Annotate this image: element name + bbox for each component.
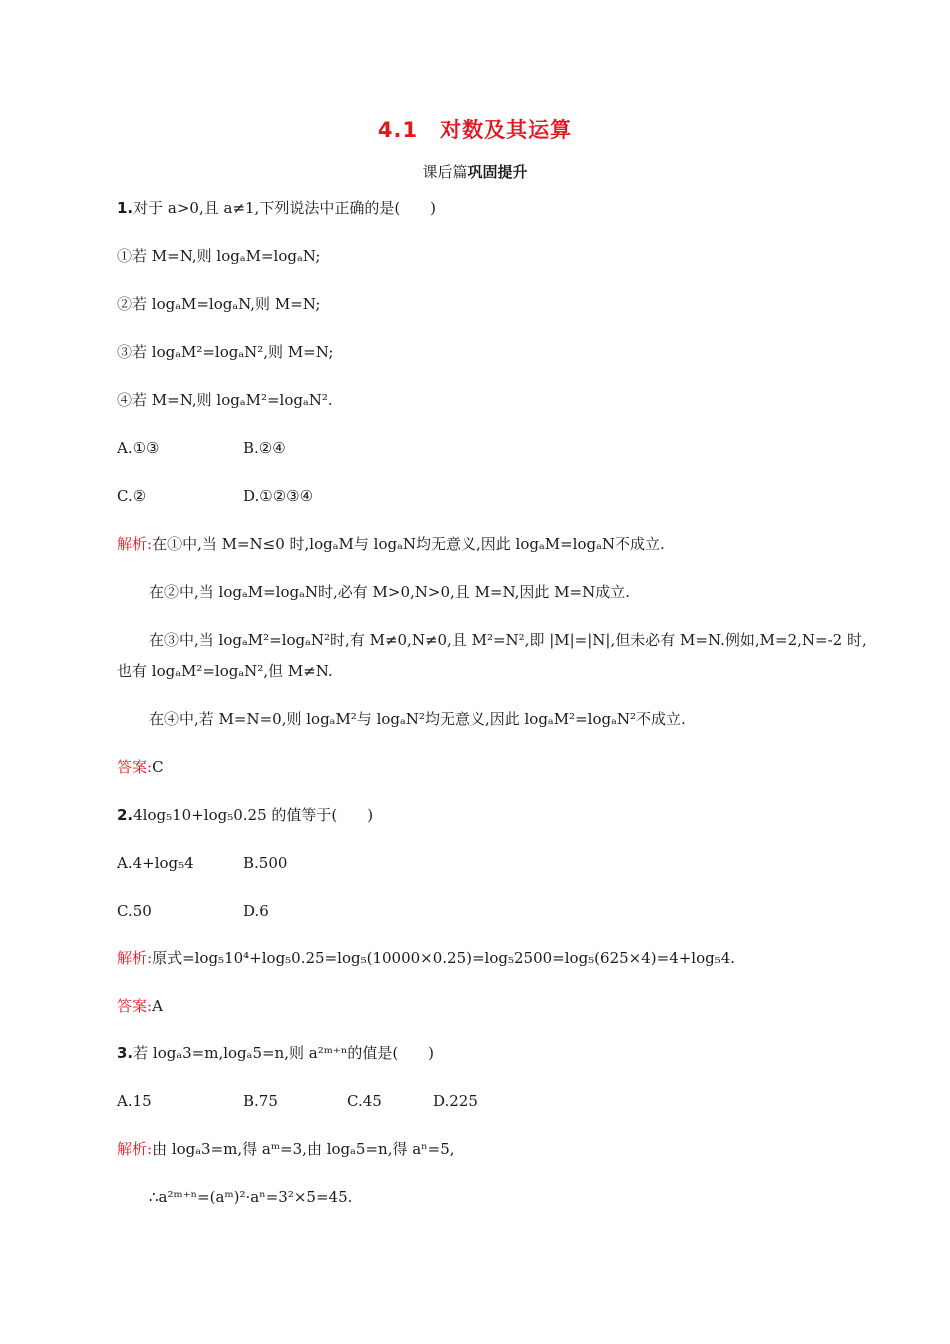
q3-analysis-label: 解析:	[117, 1140, 153, 1158]
q1-answer-line	[117, 757, 164, 777]
q1-analysis-3a: 在③中,当 logₐM²=logₐN²时,有 M≠0,N≠0,且 M²=N²,即 |M|=|N|,但未必有 M=N.例如,M=2,N=-2 时,	[149, 631, 867, 649]
q1-stem-line	[117, 198, 436, 218]
q1-option-c: C.②	[117, 487, 147, 505]
q1-statement-4: ④若 M=N,则 logₐM²=logₐN².	[117, 391, 333, 409]
q1-statement-1: ①若 M=N,则 logₐM=logₐN;	[117, 247, 321, 265]
page-title: 4.1 对数及其运算	[377, 118, 573, 142]
q2-stem-line	[117, 805, 373, 825]
subtitle-bold: 巩固提升	[467, 163, 528, 181]
q1-option-b: B.②④	[243, 439, 286, 457]
q1-analysis-3b: 也有 logₐM²=logₐN²,但 M≠N.	[117, 662, 333, 680]
page-subtitle	[0, 161, 950, 182]
q1-analysis-line-1	[117, 534, 665, 554]
q1-analysis-label: 解析:	[117, 535, 153, 553]
q1-statement-2: ②若 logₐM=logₐN,则 M=N;	[117, 295, 321, 313]
q2-answer-line	[117, 996, 163, 1016]
q1-analysis-2: 在②中,当 logₐM=logₐN时,必有 M>0,N>0,且 M=N,因此 M=N成立.	[149, 583, 631, 601]
q2-option-c: C.50	[117, 902, 152, 920]
q3-option-c: C.45	[347, 1092, 382, 1110]
q3-option-d: D.225	[433, 1092, 478, 1110]
q3-number: 3.	[117, 1044, 134, 1062]
q2-option-a: A.4+log₅4	[117, 854, 194, 872]
q2-stem: 4log₅10+log₅0.25 的值等于( )	[133, 806, 374, 824]
q2-answer: A	[152, 997, 163, 1015]
q2-analysis-1: 原式=log₅10⁴+log₅0.25=log₅(10000×0.25)=log₅2500=log₅(625×4)=4+log₅4.	[152, 949, 736, 967]
q2-number: 2.	[117, 806, 134, 824]
q3-analysis-line-1	[117, 1139, 455, 1159]
subtitle-prefix: 课后篇	[422, 163, 468, 181]
q3-option-b: B.75	[243, 1092, 278, 1110]
q3-analysis-2: ∴a²ᵐ⁺ⁿ=(aᵐ)²·aⁿ=3²×5=45.	[149, 1188, 353, 1206]
q3-option-a: A.15	[117, 1092, 152, 1110]
q1-answer-label: 答案:	[117, 758, 153, 776]
q3-stem-line	[117, 1043, 434, 1063]
q1-statement-3: ③若 logₐM²=logₐN²,则 M=N;	[117, 343, 334, 361]
q3-analysis-1: 由 logₐ3=m,得 aᵐ=3,由 logₐ5=n,得 aⁿ=5,	[152, 1140, 455, 1158]
q1-number: 1.	[117, 199, 134, 217]
q1-analysis-1: 在①中,当 M=N≤0 时,logₐM与 logₐN均无意义,因此 logₐM=logₐN不成立.	[152, 535, 665, 553]
q1-option-a: A.①③	[117, 439, 160, 457]
q1-stem: 对于 a>0,且 a≠1,下列说法中正确的是( )	[133, 199, 437, 217]
q1-answer: C	[152, 758, 164, 776]
q1-analysis-4: 在④中,若 M=N=0,则 logₐM²与 logₐN²均无意义,因此 logₐM²=logₐN²不成立.	[149, 710, 686, 728]
q2-analysis-label: 解析:	[117, 949, 153, 967]
q2-answer-label: 答案:	[117, 997, 153, 1015]
q2-option-b: B.500	[243, 854, 288, 872]
q2-analysis-line-1	[117, 948, 735, 968]
q2-option-d: D.6	[243, 902, 269, 920]
q3-stem: 若 logₐ3=m,logₐ5=n,则 a²ᵐ⁺ⁿ的值是( )	[133, 1044, 435, 1062]
q1-option-d: D.①②③④	[243, 487, 314, 505]
